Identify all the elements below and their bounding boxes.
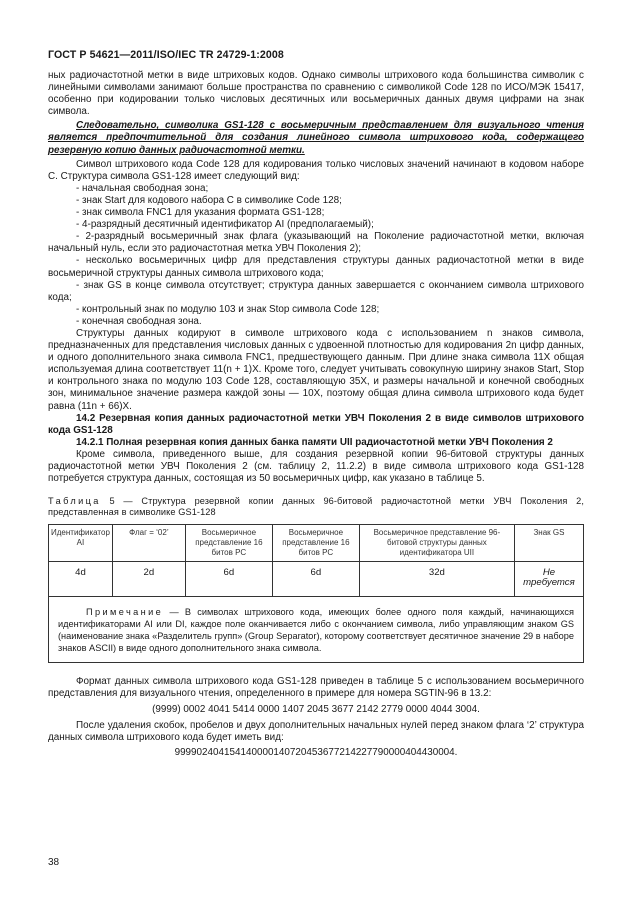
table-cell: 2d (112, 562, 185, 597)
list-item: - начальная свободная зона; (76, 182, 209, 194)
table-cell: 32d (359, 562, 514, 597)
table-caption (48, 496, 584, 518)
table-note (49, 597, 584, 663)
code-example-2: 999902404154140000140720453677214227790000404430004. (174, 746, 458, 758)
table-caption-label: Таблица (48, 496, 101, 507)
table-caption-text: 5 — Структура резервной копии данных 96-битовой радиочастотной метки УВЧ Поколения 2, представленная в символике GS1-128 (48, 496, 584, 518)
table-header-cell: Восьмеричное представление 96-битовой структуры данных идентификатора UII (359, 525, 514, 562)
highlighted-statement: Следовательно, символика GS1-128 с восьмеричным представлением для визуального чтения является предпочтительной для создания линейного символа штрихового кода, содержащего резервную копию данных радиочастотной метки. (48, 120, 584, 156)
paragraph-encoding: Структуры данных кодируют в символе штрихового кода с использованием n знаков символа, предназначенных для представления числовых данных с удвоенной плотностью для кодирования 2n цифр данных, и одного дополнительного знака символа FNC1, предшествующего данным. При длине знака символа 11X общая используемая длина соответствует 11(n + 1)X. Кроме того, следует учитывать совокупную ширину знаков Start, Stop и контрольного знака по модулю 103 Code 128, составляющую 35X, и размеры начальной и конечной свободных зон, минимальное значение размера каждой зоны — 10X, поэтому общая длина символа штрихового кода будет равна (11n + 66)X. (48, 327, 584, 412)
paragraph-continuation: ных радиочастотной метки в виде штриховых кодов. Однако символы штрихового кода большинства символик с линейными символами занимают больше пространства по сравнению с символикой Code 128 по ИСО/МЭК 15417, особенно при кодировании только числовых десятичных или восьмеричных данных двумя цифрами на знак символа. (48, 70, 584, 118)
list-item: - знак символа FNC1 для указания формата GS1-128; (76, 207, 325, 219)
list-item: - контрольный знак по модулю 103 и знак Stop символа Code 128; (76, 303, 380, 315)
list-item: - знак Start для кодового набора С в символике Code 128; (76, 194, 342, 206)
paragraph-final: После удаления скобок, пробелов и двух дополнительных начальных нулей перед знаком флага ‘2’ структура данных символа штрихового кода будет иметь вид: (48, 719, 584, 743)
table-header-row (49, 525, 584, 562)
code-example-1: (9999) 0002 4041 5414 0000 1407 2045 3677 2142 2779 0000 4044 3004. (152, 703, 480, 715)
paragraph-format: Формат данных символа штрихового кода GS1-128 приведен в таблице 5 с использованием восьмеричного представления для визуального чтения, определенного в примере для номера SGTIN-96 в 13.2: (48, 676, 584, 700)
table-cell: Не требуется (514, 562, 583, 597)
table-header-cell: Идентификатор AI (49, 525, 113, 562)
paragraph-table-intro: Кроме символа, приведенного выше, для создания резервной копии 96-битовой структуры данных радиочастотной метки УВЧ Поколения 2 (см. таблицу 2, 11.2.2) в виде символа штрихового кода GS1-128 потребуется структура данных, состоящая из 50 восьмеричных цифр, как указано в таблице 5. (48, 448, 584, 485)
document-body (48, 70, 584, 759)
list-item: - конечная свободная зона. (76, 315, 202, 327)
section-heading-14-2-1: 14.2.1 Полная резервная копия данных банка памяти UII радиочастотной метки УВЧ Поколения 2 (76, 436, 553, 448)
table-row (49, 562, 584, 597)
structure-list (48, 183, 584, 328)
table-note-row (49, 597, 584, 663)
data-structure-table (48, 524, 584, 663)
table-note-text: — В символах штрихового кода, имеющих более одного поля каждый, начинающихся идентификаторами AI или DI, каждое поле оканчивается либо с окончанием символа, либо управляющим знаком GS (наименование знака «Разделитель групп» (Group Separator), которому соответствует десятичное значение 29 в наборе знаков ASCII) в виде одного дополнительного знака символа. (58, 607, 574, 653)
table-cell: 4d (49, 562, 113, 597)
paragraph-conclusion (48, 120, 584, 156)
list-item: - знак GS в конце символа отсутствует; структура данных завершается с окончанием символа штрихового кода; (48, 279, 584, 303)
document-header: ГОСТ Р 54621—2011/ISO/IEC TR 24729-1:2008 (48, 49, 284, 61)
list-item: - несколько восьмеричных цифр для представления структуры данных радиочастотной метки в виде восьмеричной структуры данных символа штрихового кода; (48, 255, 584, 279)
list-item: - 2-разрядный восьмеричный знак флага (указывающий на Поколение радиочастотной метки, включая начальный нуль, если это радиочастотная метка УВЧ Поколения 2); (48, 231, 584, 255)
table-header-cell: Флаг = ‘02’ (112, 525, 185, 562)
page-number: 38 (48, 857, 60, 868)
table-header-cell: Восьмеричное представление 16 битов PC (185, 525, 272, 562)
table-header-cell: Восьмеричное представление 16 битов PC (272, 525, 359, 562)
table-cell: 6d (185, 562, 272, 597)
list-item: - 4-разрядный десятичный идентификатор AI (предполагаемый); (76, 219, 374, 231)
table-note-label: Примечание (86, 607, 164, 618)
table-header-cell: Знак GS (514, 525, 583, 562)
paragraph-structure-intro: Символ штрихового кода Code 128 для кодирования только числовых значений начинают в кодовом наборе С. Структура символа GS1-128 имеет следующий вид: (48, 158, 584, 182)
section-heading-14-2: 14.2 Резервная копия данных радиочастотной метки УВЧ Поколения 2 в виде символов штрихового кода GS1-128 (48, 412, 584, 436)
table-cell: 6d (272, 562, 359, 597)
